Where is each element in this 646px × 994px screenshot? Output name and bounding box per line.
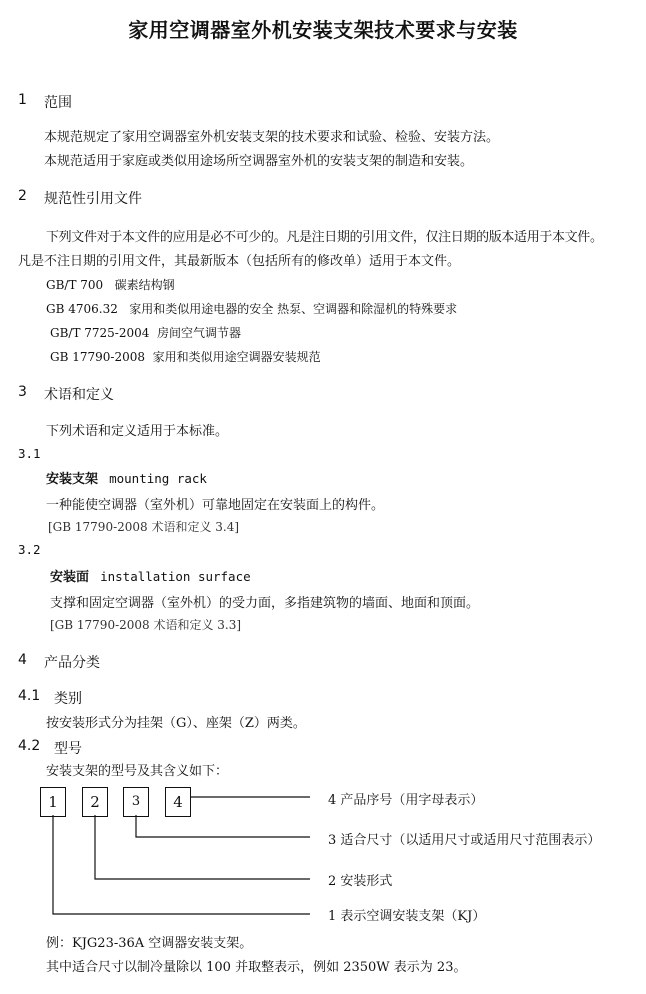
leader-line-2 [95,815,310,879]
model-code-label-1: 1 表示空调安装支架（KJ） [328,909,486,924]
term-3-1-chinese: 安装支架 [46,472,99,487]
section-3-heading: 术语和定义 [44,387,114,403]
subsection-4-2-number: 4.2 [18,738,41,754]
model-size-note: 其中适合尺寸以制冷量除以 100 并取整表示，例如 2350W 表示为 23。 [46,960,467,975]
term-3-1-definition: 一种能使空调器（室外机）可靠地固定在安装面上的构件。 [46,498,385,513]
term-3-2-number: 3.2 [18,542,41,557]
subsection-4-1-number: 4.1 [18,688,41,704]
term-3-2-source: [GB 17790-2008 术语和定义 3.3] [50,618,242,632]
section-1-heading: 范围 [44,95,72,111]
section-1-paragraph-2: 本规范适用于家庭或类似用途场所空调器室外机的安装支架的制造和安装。 [44,154,474,169]
reference-item: GB/T 700 碳素结构钢 [46,278,175,292]
section-2-paragraph-1: 下列文件对于本文件的应用是必不可少的。凡是注日期的引用文件，仅注日期的版本适用于本文件。 [46,230,603,245]
model-code-label-4: 4 产品序号（用字母表示） [328,793,484,808]
reference-item: GB 4706.32 家用和类似用途电器的安全 热泵、空调器和除湿机的特殊要求 [46,302,458,316]
section-3-number: 3 [18,384,27,400]
term-3-2-definition: 支撑和固定空调器（室外机）的受力面，多指建筑物的墙面、地面和顶面。 [50,596,480,611]
leader-line-1 [53,815,310,914]
model-code-box-4: 4 [165,787,191,817]
term-3-1-source: [GB 17790-2008 术语和定义 3.4] [48,520,240,534]
model-code-box-2: 2 [82,787,108,817]
term-3-2-chinese: 安装面 [50,570,90,585]
reference-item: GB 17790-2008 家用和类似用途空调器安装规范 [50,350,321,364]
term-3-1-number: 3.1 [18,446,41,461]
model-code-box-3: 3 [123,787,149,817]
term-3-1-english: mounting rack [109,471,207,486]
reference-item: GB/T 7725-2004 房间空气调节器 [50,326,242,340]
leader-line-3 [136,815,310,837]
subsection-4-1-heading: 类别 [54,691,82,707]
section-1-paragraph-1: 本规范规定了家用空调器室外机安装支架的技术要求和试验、检验、安装方法。 [44,130,500,145]
model-code-label-3: 3 适合尺寸（以适用尺寸或适用尺寸范围表示） [328,833,601,848]
document-title: 家用空调器室外机安装支架技术要求与安装 [128,18,518,42]
section-2-number: 2 [18,188,27,204]
section-2-paragraph-2: 凡是不注日期的引用文件，其最新版本（包括所有的修改单）适用于本文件。 [18,254,461,269]
model-code-box-1: 1 [40,787,66,817]
subsection-4-1-text: 按安装形式分为挂架（G）、座架（Z）两类。 [46,716,306,731]
section-4-heading: 产品分类 [44,655,100,671]
section-1-number: 1 [18,92,27,108]
section-4-number: 4 [18,652,27,668]
model-code-label-2: 2 安装形式 [328,874,393,889]
section-2-heading: 规范性引用文件 [44,191,142,207]
subsection-4-2-heading: 型号 [54,741,82,757]
section-3-intro: 下列术语和定义适用于本标准。 [46,424,229,439]
term-3-2-english: installation surface [100,569,251,584]
model-code-intro: 安装支架的型号及其含义如下： [46,764,229,779]
model-example: 例：KJG23-36A 空调器安装支架。 [46,936,253,951]
